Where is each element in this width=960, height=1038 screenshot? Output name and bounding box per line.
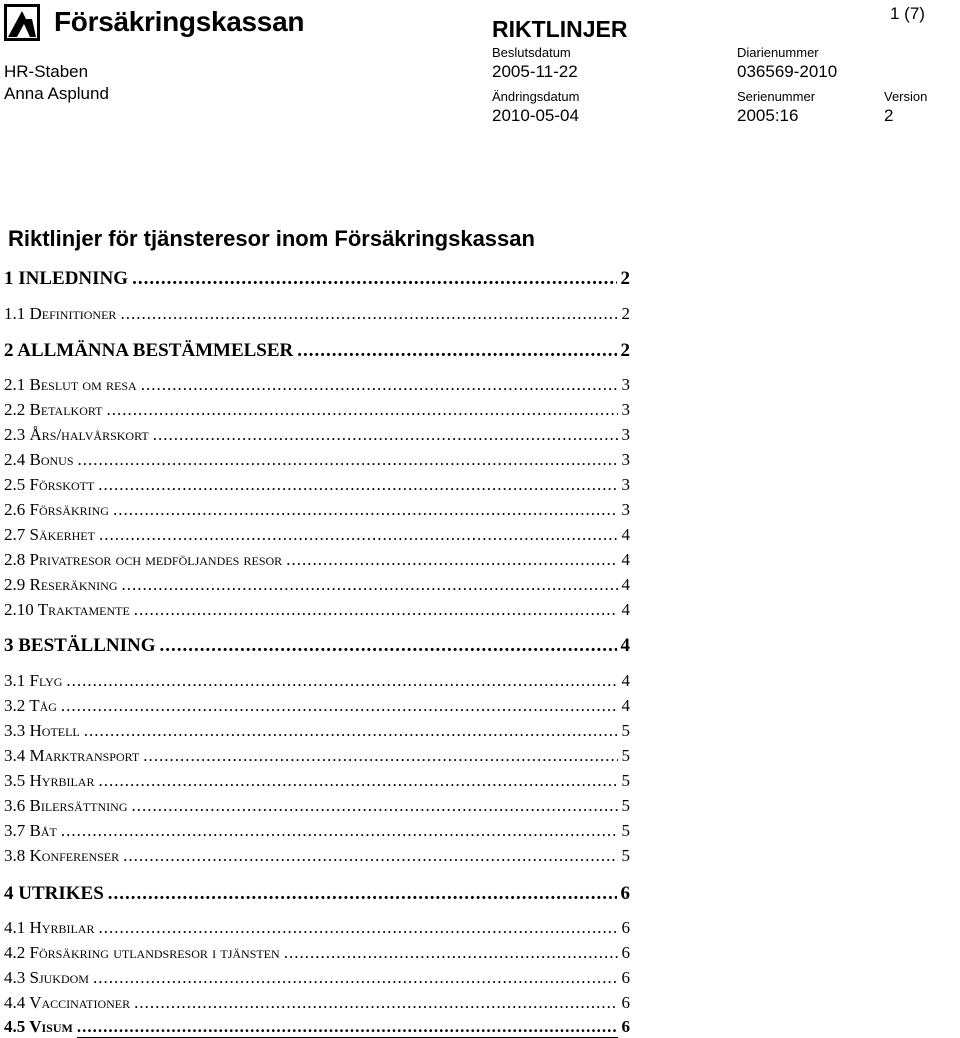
toc-entry-text: 2.1 Beslut om resa [4,375,137,394]
agency-logo-icon [4,4,40,41]
toc-entry-text: 2.5 Förskott [4,475,95,494]
toc-entry[interactable] [4,1017,630,1038]
registry-number-label: Diarienummer [737,45,819,60]
document-title: Riktlinjer för tjänsteresor inom Försäkringskassan [8,226,535,251]
toc-entry-text: 4.5 Visum [4,1017,73,1036]
toc-entry-page: 6 [620,883,630,904]
toc-entry[interactable] [4,550,630,570]
toc-leader [106,400,617,420]
toc-leader [132,796,618,816]
change-date: 2010-05-04 [492,106,579,125]
toc-entry-text: 2.4 Bonus [4,450,74,469]
toc-leader [143,746,617,766]
toc-entry-page: 6 [621,918,630,937]
decision-date: 2005-11-22 [492,62,578,81]
toc-entry[interactable] [4,425,630,445]
toc-entry-text: 2 ALLMÄNNA BESTÄMMELSER [4,340,294,361]
toc-entry-text: 4.2 Försäkring utlandsresor i tjänsten [4,943,280,962]
document-type: RIKTLINJER [492,16,628,42]
toc-entry-text: 3.3 Hotell [4,721,80,740]
toc-entry-text: 4.4 Vaccinationer [4,993,131,1012]
toc-leader [160,635,617,657]
toc-entry-page: 3 [621,500,630,519]
toc-entry-text: 2.10 Traktamente [4,600,130,619]
toc-leader [78,450,618,470]
toc-entry[interactable] [4,746,630,766]
toc-leader [120,304,617,324]
page-number: 1 (7) [890,4,925,23]
toc-entry-page: 3 [621,425,630,444]
toc-entry[interactable] [4,771,630,791]
toc-leader [153,425,618,445]
toc-entry-page: 5 [621,721,630,740]
toc-leader [141,375,618,395]
change-date-label: Ändringsdatum [492,89,580,104]
toc-entry-text: 1 INLEDNING [4,268,129,289]
toc-entry-page: 5 [621,796,630,815]
author: Anna Asplund [4,84,109,103]
toc-entry-text: 3.7 Båt [4,821,57,840]
toc-entry[interactable] [4,575,630,595]
toc-entry-text: 3.8 Konferenser [4,846,120,865]
toc-entry-page: 4 [621,550,630,569]
toc-entry[interactable] [4,696,630,716]
toc-entry-text: 3.1 Flyg [4,671,63,690]
toc-entry[interactable] [4,821,630,841]
toc-entry-page: 4 [621,600,630,619]
toc-entry-page: 5 [621,771,630,790]
toc-leader [98,918,617,938]
toc-leader [61,821,618,841]
toc-entry[interactable] [4,304,630,324]
toc-entry[interactable] [4,883,630,905]
toc-entry-page: 2 [621,304,630,323]
toc-leader [286,550,617,570]
toc-entry[interactable] [4,375,630,395]
toc-entry-page: 2 [620,268,630,289]
toc-entry-page: 3 [621,475,630,494]
toc-entry-page: 5 [621,746,630,765]
toc-entry[interactable] [4,450,630,470]
toc-entry-text: 1.1 Definitioner [4,304,117,323]
toc-entry-text: 4.3 Sjukdom [4,968,89,987]
toc-leader [108,883,617,905]
toc-entry-page: 5 [621,821,630,840]
toc-leader [284,943,618,963]
toc-entry[interactable] [4,993,630,1013]
toc-entry[interactable] [4,968,630,988]
toc-entry[interactable] [4,475,630,495]
brand-name: Försäkringskassan [54,6,305,37]
toc-leader [98,771,617,791]
toc-leader [61,696,618,716]
toc-entry[interactable] [4,400,630,420]
toc-entry-page: 6 [621,993,630,1012]
version: 2 [884,106,894,125]
toc-leader [123,846,617,866]
decision-date-label: Beslutsdatum [492,45,571,60]
registry-number: 036569-2010 [737,62,838,81]
toc-entry-page: 4 [621,696,630,715]
toc-entry-text: 4.1 Hyrbilar [4,918,95,937]
toc-entry[interactable] [4,721,630,741]
toc-entry-text: 2.3 Års/halvårskort [4,425,149,444]
toc-entry[interactable] [4,500,630,520]
toc-entry[interactable] [4,846,630,866]
toc-entry-page: 2 [620,340,630,361]
toc-leader [134,600,618,620]
toc-leader [113,500,618,520]
toc-entry-page: 3 [621,450,630,469]
toc-entry-page: 6 [621,1017,630,1036]
toc-entry-text: 2.7 Säkerhet [4,525,95,544]
toc-entry[interactable] [4,635,630,657]
toc-leader [93,968,618,988]
toc-entry-text: 3.6 Bilersättning [4,796,128,815]
toc-entry-page: 6 [621,968,630,987]
toc-entry-text: 2.6 Försäkring [4,500,109,519]
toc-entry-text: 2.2 Betalkort [4,400,103,419]
toc-leader [134,993,617,1013]
department: HR-Staben [4,62,89,81]
toc-entry-text: 3.4 Marktransport [4,746,140,765]
toc-entry-text: 2.8 Privatresor och medföljandes resor [4,550,283,569]
toc-leader [99,525,618,545]
toc-entry[interactable] [4,600,630,620]
toc-entry[interactable] [4,268,630,290]
toc-entry-page: 4 [620,635,630,656]
toc-entry-text: 2.9 Reseräkning [4,575,118,594]
toc-leader [122,575,618,595]
toc-entry-text: 4 UTRIKES [4,883,104,904]
toc-leader [66,671,617,691]
toc-entry-page: 4 [621,525,630,544]
toc-leader [297,340,616,362]
toc-entry-page: 6 [621,943,630,962]
toc-entry-text: 3.2 Tåg [4,696,57,715]
toc-leader [98,475,617,495]
toc-leader [84,721,618,741]
toc-entry[interactable] [4,796,630,816]
toc-entry-page: 3 [621,375,630,394]
toc-entry[interactable] [4,918,630,938]
toc-leader [132,268,616,290]
toc-entry-text: 3 BESTÄLLNING [4,635,156,656]
toc-entry[interactable] [4,943,630,963]
toc-entry-page: 5 [621,846,630,865]
toc-entry-page: 3 [621,400,630,419]
serial-number: 2005:16 [737,106,799,125]
toc-entry-page: 4 [621,671,630,690]
version-label: Version [884,89,928,104]
toc-entry-text: 3.5 Hyrbilar [4,771,95,790]
toc-entry[interactable] [4,671,630,691]
serial-number-label: Serienummer [737,89,816,104]
toc-entry[interactable] [4,525,630,545]
toc-entry-page: 4 [621,575,630,594]
toc-entry[interactable] [4,340,630,362]
toc-leader [77,1017,618,1038]
